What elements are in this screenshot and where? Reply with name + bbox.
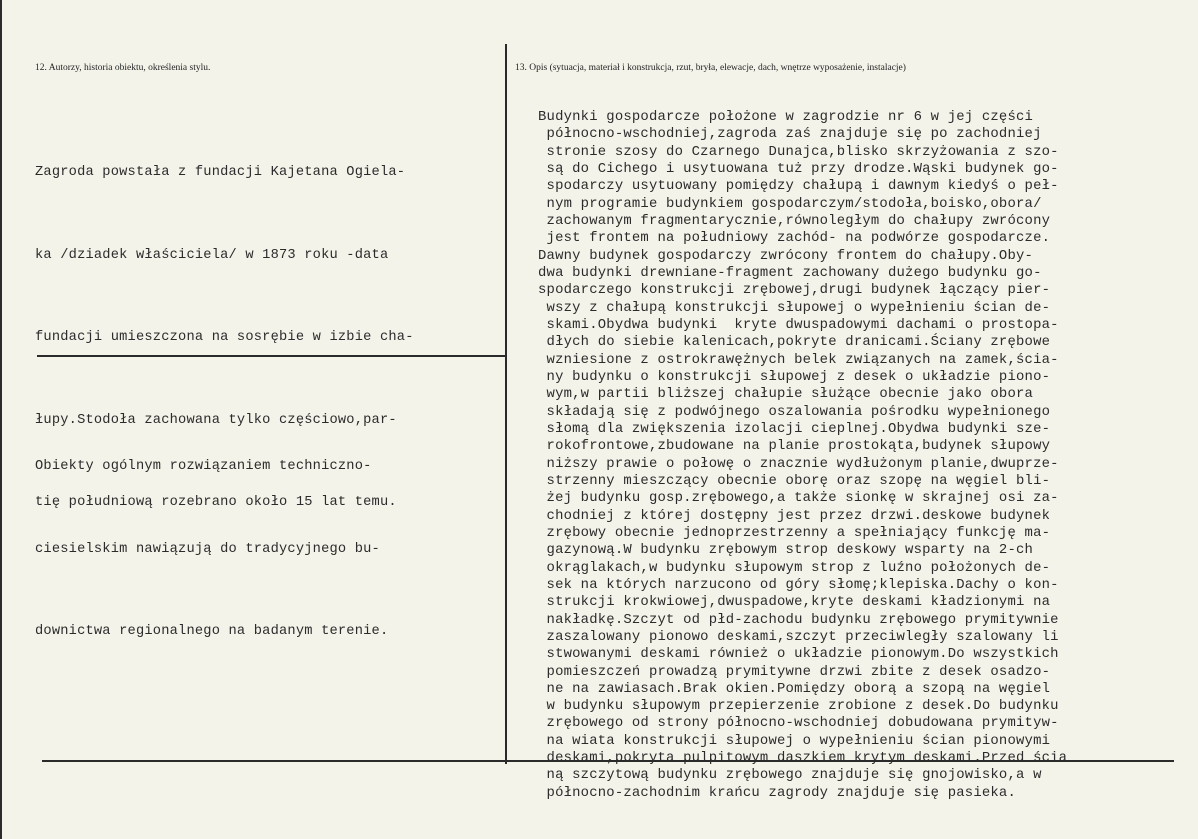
text-line: stwowanymi deskami również o układzie pionowym.Do wszystkich xyxy=(538,646,1059,663)
text-line: deskami,pokryta pulpitowym daszkiem krytym deskami.Przed ścia xyxy=(538,750,1068,767)
text-line: zrębowy obecnie jednoprzestrzenny a spełniający funkcję ma- xyxy=(538,524,1051,541)
text-line: strzenny mieszczący obecnie oborę oraz szopę na węgiel bli- xyxy=(538,472,1051,489)
text-line: ny budynku o konstrukcji słupowej z desek o układzie piono- xyxy=(538,368,1051,385)
text-line: stronie szosy do Czarnego Dunajca,blisko skrzyżowania z szo- xyxy=(538,143,1059,160)
text-line: składają się z podwójnego oszalowania pośrodku wypełnionego xyxy=(538,403,1051,420)
text-line: skami.Obydwa budynki kryte dwuspadowymi dachami o prostopa- xyxy=(538,316,1059,333)
section-13-heading: 13. Opis (sytuacja, materiał i konstrukcja, rzut, bryła, elewacje, dach, wnętrze wyposażenie, instalacje) xyxy=(515,63,906,73)
text-line: sek na których narzucono od góry słomę;klepiska.Dachy o kon- xyxy=(538,576,1059,593)
text-line: tię południową rozebrano około 15 lat temu. xyxy=(35,495,397,510)
text-line: pomieszczeń prowadzą prymitywne drzwi zbite z desek osadzo- xyxy=(538,663,1051,680)
section-12-style-text xyxy=(35,398,388,701)
text-line: spodarczego konstrukcji zrębowej,drugi budynek łączący pier- xyxy=(538,282,1051,299)
text-line: nakładkę.Szczyt od płd-zachodu budynku zrębowego prymitywnie xyxy=(538,611,1059,628)
text-line: dwa budynki drewniane-fragment zachowany dużego budynku go- xyxy=(538,264,1042,281)
text-line: downictwa regionalnego na badanym terenie. xyxy=(35,624,389,639)
text-line: Dawny budynek gospodarczy zwrócony frontem do chałupy.Oby- xyxy=(538,247,1034,264)
text-line: ną szczytową budynku zrębowego znajduje się gnojowisko,a w xyxy=(538,767,1042,784)
text-line: żej budynku gosp.zrębowego,a także sionkę w skrajnej osi za- xyxy=(538,490,1059,507)
text-line: na wiata konstrukcji słupowej o wypełnieniu ścian pionowymi xyxy=(538,732,1051,749)
text-line: jest frontem na południowy zachód- na podwórze gospodarcze. xyxy=(538,230,1051,247)
text-line: gazynową.W budynku zrębowym strop deskowy wsparty na 2-ch xyxy=(538,542,1034,559)
column-divider xyxy=(505,44,507,764)
text-line: okrąglakach,w budynku słupowym strop z luźno położonych de- xyxy=(538,559,1051,576)
text-line: spodarczy usytuowany pomiędzy chałupą i dawnym kiedyś o peł- xyxy=(538,178,1059,195)
text-line: rokofrontowe,zbudowane na planie prostokąta,budynek słupowy xyxy=(538,438,1051,455)
text-line: wszy z chałupą konstrukcji słupowej o wypełnieniu ścian de- xyxy=(538,299,1051,316)
text-line: wzniesione z ostrokrawężnych belek związanych na zamek,ścia- xyxy=(538,351,1059,368)
text-line: ciesielskim nawiązują do tradycyjnego bu- xyxy=(35,541,380,557)
text-line: fundacji umieszczona na sosrębie w izbie cha- xyxy=(35,330,414,345)
text-line: Obiekty ogólnym rozwiązaniem techniczno- xyxy=(35,459,372,474)
text-line: niższy prawie o połowę o znacznie wydłużonym planie,dwuprze- xyxy=(538,455,1059,472)
text-line: strukcji krokwiowej,dwuspadowe,kryte deskami kładzionymi na xyxy=(538,594,1051,611)
text-line: zaszalowany pionowo deskami,szczyt przeciwległy szalowany li xyxy=(538,628,1059,645)
text-line: zrębowego od strony północno-wschodniej dobudowana prymityw- xyxy=(538,715,1059,732)
text-line: ka /dziadek właściciela/ w 1873 roku -data xyxy=(35,247,389,263)
text-line: chodniej z której dostępny jest przez drzwi.deskowe budynek xyxy=(538,507,1051,524)
text-line: ne na zawiasach.Brak okien.Pomiędzy oborą a szopą na węgiel xyxy=(538,680,1051,697)
section-12-heading: 12. Autorzy, historia obiektu, określenia stylu. xyxy=(35,63,211,73)
text-line: północno-wschodniej,zagroda zaś znajduje się po zachodniej xyxy=(538,126,1042,143)
text-line: w budynku słupowym przepierzenie zrobione z desek.Do budynku xyxy=(538,698,1059,715)
text-line: północno-zachodnim krańcu zagrody znajduje się pasieka. xyxy=(538,784,1017,801)
text-line: łupy.Stodoła zachowana tylko częściowo,par- xyxy=(35,412,397,428)
text-line: zachowanym fragmentarycznie,równoległym do chałupy zwrócony xyxy=(538,212,1051,229)
text-line: są do Cichego i usytuowana tuż przy drodze.Wąski budynek go- xyxy=(538,160,1059,177)
text-line: dłych do siebie kalenicach,pokryte dranicami.Ściany zrębowe xyxy=(538,334,1051,351)
text-line: słomą dla zwiększenia izolacji cieplnej.Obydwa budynki sze- xyxy=(538,420,1051,437)
text-line: nym programie budynkiem gospodarczym/stodoła,boisko,obora/ xyxy=(538,195,1042,212)
text-line: Budynki gospodarcze położone w zagrodzie nr 6 w jej części xyxy=(538,109,1034,125)
text-line: Zagroda powstała z fundacji Kajetana Ogiela- xyxy=(35,165,406,180)
section-13-description-text xyxy=(538,109,1067,802)
text-line: wym,w partii bliższej chałupie służące obecnie jako obora xyxy=(538,386,1034,403)
